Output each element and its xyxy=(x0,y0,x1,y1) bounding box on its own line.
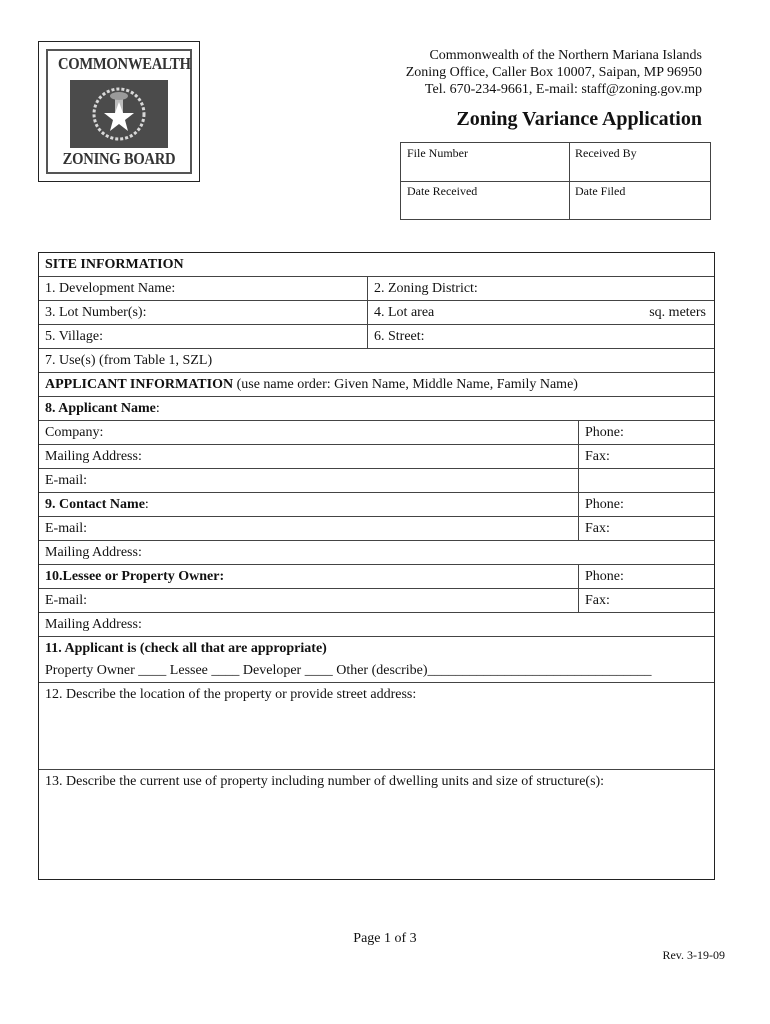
lessee-fax-field[interactable] xyxy=(578,589,714,612)
site-row-2 xyxy=(39,301,714,325)
applicant-is-options-text: Property Owner ____ Lessee ____ Developer ____ Other (describe)________________________________ xyxy=(45,663,652,678)
development-name-field[interactable] xyxy=(39,277,367,300)
applicant-fax-label: Fax: xyxy=(585,449,610,464)
uses-label: 7. Use(s) (from Table 1, SZL) xyxy=(45,353,213,368)
lot-area-field[interactable] xyxy=(367,301,714,324)
location-description-label: 12. Describe the location of the property or provide street address: xyxy=(45,687,417,702)
lessee-email-field[interactable] xyxy=(39,589,578,612)
date-filed-field[interactable] xyxy=(569,181,710,219)
header-line-2: Zoning Office, Caller Box 10007, Saipan, MP 96950 xyxy=(405,65,702,80)
lot-area-unit: sq. meters xyxy=(649,305,706,320)
contact-name-label: 9. Contact Name xyxy=(45,497,145,512)
applicant-phone-label: Phone: xyxy=(585,425,624,440)
lessee-owner-row xyxy=(39,565,714,589)
lessee-owner-field[interactable] xyxy=(39,565,578,588)
location-description-field[interactable] xyxy=(39,683,714,769)
lot-numbers-field[interactable] xyxy=(39,301,367,324)
lessee-phone-label: Phone: xyxy=(585,569,624,584)
received-by-label: Received By xyxy=(575,146,637,160)
lessee-fax-label: Fax: xyxy=(585,593,610,608)
contact-mailing-field[interactable] xyxy=(39,541,714,564)
site-info-heading-row xyxy=(39,253,714,277)
office-address-block xyxy=(406,47,702,98)
uses-field[interactable] xyxy=(39,349,714,372)
revision-date: Rev. 3-19-09 xyxy=(662,948,725,962)
company-label: Company: xyxy=(45,425,104,440)
header-line-3: Tel. 670-234-9661, E-mail: staff@zoning.gov.mp xyxy=(424,82,702,97)
applicant-mailing-row xyxy=(39,445,714,469)
lot-area-label: 4. Lot area xyxy=(374,305,435,320)
file-number-label: File Number xyxy=(407,146,468,160)
applicant-email-blank xyxy=(578,469,714,492)
lessee-phone-field[interactable] xyxy=(578,565,714,588)
contact-fax-field[interactable] xyxy=(578,517,714,540)
contact-email-row xyxy=(39,517,714,541)
applicant-email-field[interactable] xyxy=(39,469,578,492)
contact-name-row xyxy=(39,493,714,517)
applicant-is-options[interactable] xyxy=(39,659,714,683)
cnmi-flag-icon xyxy=(70,80,168,148)
applicant-mailing-label: Mailing Address: xyxy=(45,449,142,464)
current-use-row xyxy=(39,770,714,879)
office-use-box xyxy=(400,142,711,220)
site-row-1 xyxy=(39,277,714,301)
file-number-field[interactable] xyxy=(401,143,569,181)
current-use-label: 13. Describe the current use of property including number of dwelling units and size of structure(s): xyxy=(45,774,605,789)
applicant-is-heading xyxy=(39,637,714,661)
contact-phone-label: Phone: xyxy=(585,497,624,512)
logo-inner-frame xyxy=(46,49,192,174)
lot-numbers-label: 3. Lot Number(s): xyxy=(45,305,147,320)
logo-top-text: COMMONWEALTH xyxy=(57,54,191,73)
applicant-email-label: E-mail: xyxy=(45,473,87,488)
lessee-mailing-field[interactable] xyxy=(39,613,714,636)
contact-fax-label: Fax: xyxy=(585,521,610,536)
company-field[interactable] xyxy=(39,421,578,444)
applicant-heading xyxy=(39,373,584,396)
lessee-email-label: E-mail: xyxy=(45,593,87,608)
date-received-label: Date Received xyxy=(407,184,478,198)
page-number: Page 1 of 3 xyxy=(353,931,417,946)
zoning-district-field[interactable] xyxy=(367,277,714,300)
applicant-name-row xyxy=(39,397,714,421)
header-line-1: Commonwealth of the Northern Mariana Islands xyxy=(429,48,702,63)
contact-name-colon: : xyxy=(144,497,149,512)
site-info-heading: SITE INFORMATION xyxy=(45,257,184,272)
contact-mailing-label: Mailing Address: xyxy=(45,545,142,560)
street-label: 6. Street: xyxy=(374,329,425,344)
lessee-mailing-row xyxy=(39,613,714,637)
applicant-heading-bold: APPLICANT INFORMATION xyxy=(45,377,234,392)
applicant-name-label: 8. Applicant Name xyxy=(45,401,156,416)
applicant-fax-field[interactable] xyxy=(578,445,714,468)
site-row-3 xyxy=(39,325,714,349)
applicant-is-label: 11. Applicant is (check all that are appropriate) xyxy=(45,641,327,656)
lessee-email-row xyxy=(39,589,714,613)
zoning-district-label: 2. Zoning District: xyxy=(374,281,478,296)
village-label: 5. Village: xyxy=(45,329,104,344)
received-by-field[interactable] xyxy=(569,143,710,181)
date-received-field[interactable] xyxy=(401,181,569,219)
contact-phone-field[interactable] xyxy=(578,493,714,516)
contact-name-field[interactable] xyxy=(39,493,578,516)
applicant-name-colon: : xyxy=(155,401,160,416)
applicant-heading-row xyxy=(39,373,714,397)
village-field[interactable] xyxy=(39,325,367,348)
contact-email-field[interactable] xyxy=(39,517,578,540)
applicant-email-row xyxy=(39,469,714,493)
zoning-board-logo xyxy=(38,41,200,182)
applicant-mailing-field[interactable] xyxy=(39,445,578,468)
lessee-mailing-label: Mailing Address: xyxy=(45,617,142,632)
applicant-phone-field[interactable] xyxy=(578,421,714,444)
contact-mailing-row xyxy=(39,541,714,565)
logo-bottom-text: ZONING BOARD xyxy=(62,149,176,168)
contact-email-label: E-mail: xyxy=(45,521,87,536)
street-field[interactable] xyxy=(367,325,714,348)
location-row xyxy=(39,683,714,770)
application-form xyxy=(38,252,715,880)
applicant-is-row xyxy=(39,637,714,683)
date-filed-label: Date Filed xyxy=(575,184,626,198)
page-title: Zoning Variance Application xyxy=(456,108,702,130)
applicant-heading-note: (use name order: Given Name, Middle Name, Family Name) xyxy=(233,377,578,392)
lessee-owner-label: 10.Lessee or Property Owner: xyxy=(45,569,225,584)
development-name-label: 1. Development Name: xyxy=(45,281,176,296)
applicant-name-field[interactable] xyxy=(39,397,714,420)
site-row-4 xyxy=(39,349,714,373)
company-row xyxy=(39,421,714,445)
current-use-field[interactable] xyxy=(39,770,714,879)
